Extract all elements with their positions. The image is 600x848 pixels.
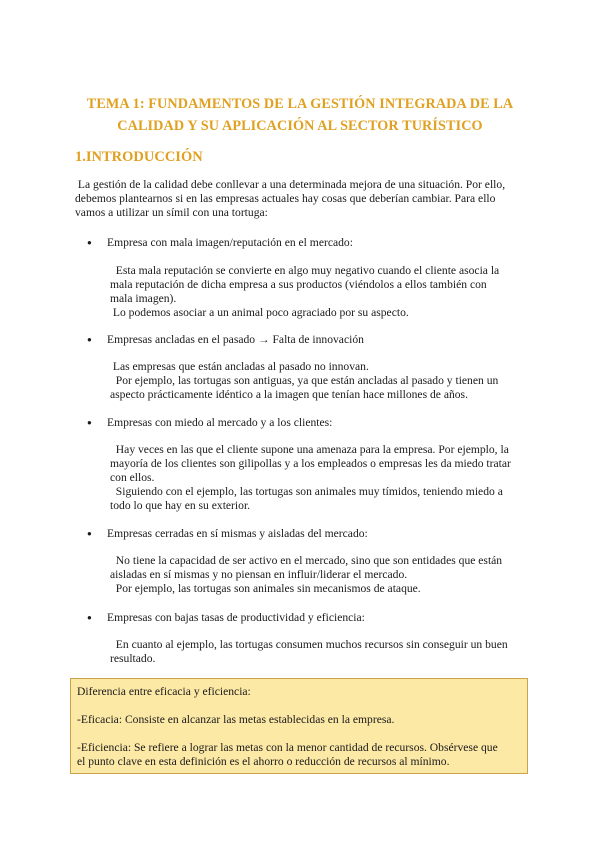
bullet-heading-1: Empresa con mala imagen/reputación en el mercado: bbox=[107, 236, 353, 249]
bullet-heading-3: Empresas con miedo al mercado y a los clientes: bbox=[107, 416, 333, 429]
section-heading: 1.INTRODUCCIÓN bbox=[75, 149, 203, 165]
bullet-item-5 bbox=[90, 611, 365, 625]
body-line: todo lo que hay en su exterior. bbox=[110, 499, 251, 512]
note-box bbox=[70, 678, 528, 774]
body-line: mala imagen). bbox=[110, 292, 177, 305]
body-line: con ellos. bbox=[110, 471, 155, 484]
intro-line-1: La gestión de la calidad debe conllevar a una determinada mejora de una situación. Por ello, bbox=[75, 178, 506, 191]
bullet-heading-2: Empresas ancladas en el pasado → Falta de innovación bbox=[107, 333, 364, 346]
note-eficiencia-line-1: -Eficiencia: Se refiere a lograr las metas con la menor cantidad de recursos. Obsérvese que bbox=[77, 741, 498, 754]
bullet-heading-5: Empresas con bajas tasas de productividad y eficiencia: bbox=[107, 611, 365, 624]
document-title bbox=[60, 93, 540, 137]
bullet-item-4 bbox=[90, 527, 368, 541]
body-line: aisladas en sí mismas y no piensan en influir/liderar el mercado. bbox=[110, 568, 408, 581]
note-eficacia: -Eficacia: Consiste en alcanzar las metas establecidas en la empresa. bbox=[77, 713, 395, 726]
bullet-body-4 bbox=[110, 554, 527, 596]
body-line: mala reputación de dicha empresa a sus productos (viéndolos a ellos también con bbox=[110, 278, 487, 291]
note-title: Diferencia entre eficacia y eficiencia: bbox=[77, 685, 251, 698]
title-line-2: CALIDAD Y SU APLICACIÓN AL SECTOR TURÍSTICO bbox=[117, 118, 483, 134]
intro-line-3: vamos a utilizar un símil con una tortuga: bbox=[75, 206, 268, 219]
bullet-heading-4: Empresas cerradas en sí mismas y aisladas del mercado: bbox=[107, 527, 368, 540]
intro-paragraph bbox=[75, 178, 527, 220]
note-eficiencia-line-2: el punto clave en esta definición es el ahorro o reducción de recursos al mínimo. bbox=[77, 755, 450, 768]
body-line: Hay veces en las que el cliente supone una amenaza para la empresa. Por ejemplo, la bbox=[110, 443, 509, 456]
body-line: Esta mala reputación se convierte en algo muy negativo cuando el cliente asocia la bbox=[110, 264, 500, 277]
body-line: mayoría de los clientes son gilipollas y a los empleados o empresas les da miedo tratar bbox=[110, 457, 511, 470]
bullet-item-2 bbox=[90, 333, 364, 347]
body-line: Siguiendo con el ejemplo, las tortugas son animales muy tímidos, teniendo miedo a bbox=[110, 485, 503, 498]
bullet-body-2 bbox=[110, 360, 527, 402]
bullet-body-3 bbox=[110, 443, 527, 513]
intro-line-2: debemos plantearnos si en las empresas actuales hay cosas que deberían cambiar. Para ello bbox=[75, 192, 496, 205]
bullet-item-1 bbox=[90, 236, 353, 250]
bullet-body-1 bbox=[110, 264, 527, 320]
body-line: En cuanto al ejemplo, las tortugas consumen muchos recursos sin conseguir un buen bbox=[110, 638, 508, 651]
bullet-item-3 bbox=[90, 416, 332, 430]
title-line-1: TEMA 1: FUNDAMENTOS DE LA GESTIÓN INTEGRADA DE LA bbox=[86, 96, 514, 112]
bullet-body-5 bbox=[110, 638, 527, 666]
body-line: Lo podemos asociar a un animal poco agraciado por su aspecto. bbox=[110, 306, 409, 319]
body-line: Las empresas que están ancladas al pasado no innovan. bbox=[110, 360, 369, 373]
body-line: aspecto prácticamente idéntico a la imagen que tenían hace millones de años. bbox=[110, 388, 468, 401]
body-line: resultado. bbox=[110, 652, 156, 665]
body-line: Por ejemplo, las tortugas son animales sin mecanismos de ataque. bbox=[110, 582, 421, 595]
body-line: No tiene la capacidad de ser activo en el mercado, sino que son entidades que están bbox=[110, 554, 503, 567]
body-line: Por ejemplo, las tortugas son antiguas, ya que están ancladas al pasado y tienen un bbox=[110, 374, 499, 387]
